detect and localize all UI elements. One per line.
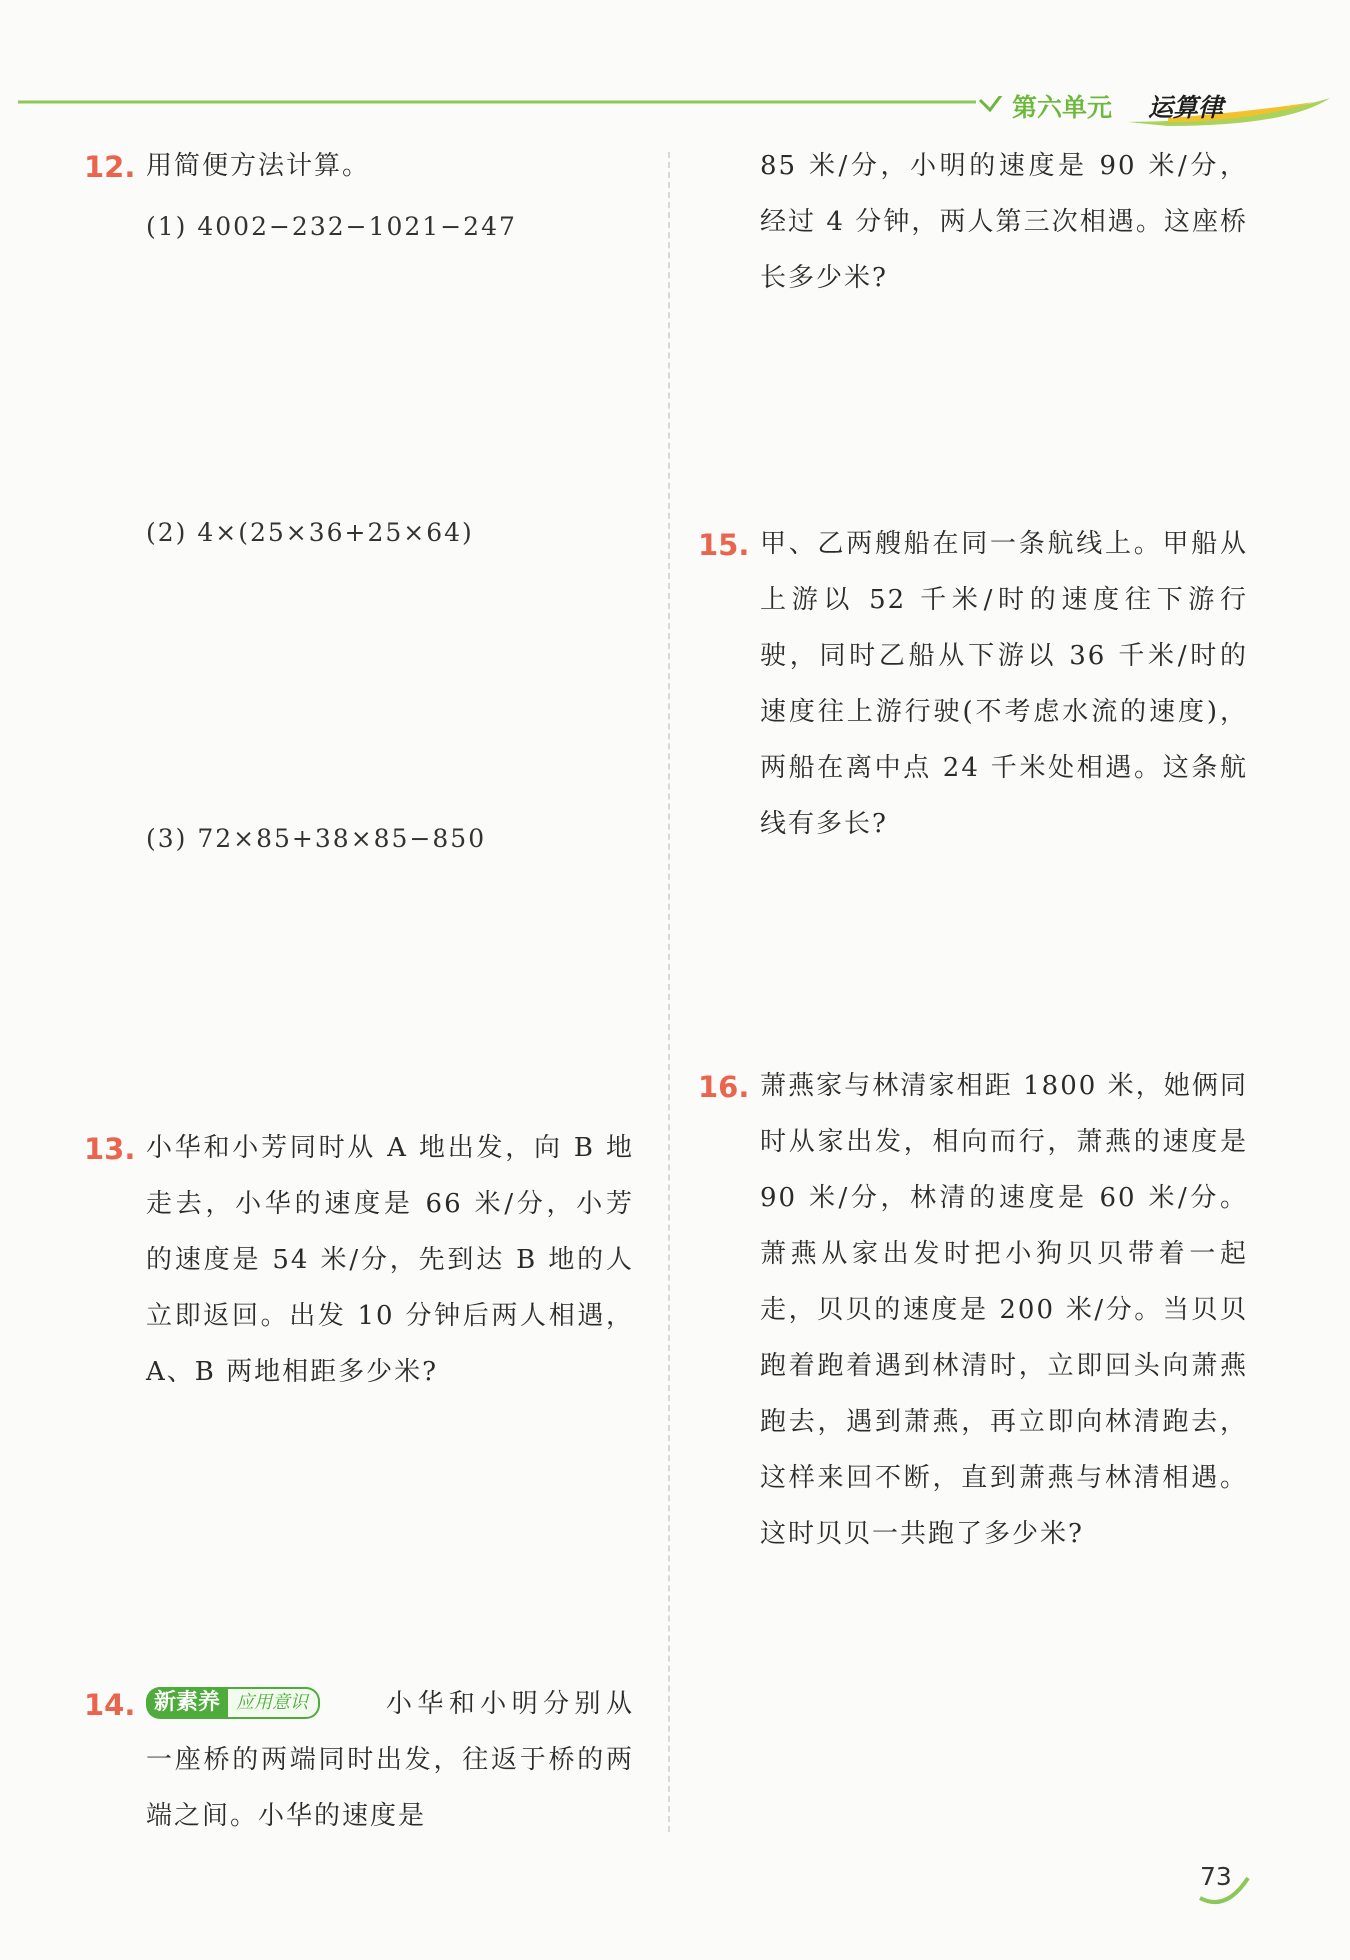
header-divider — [18, 96, 1338, 136]
question-13-number: 13. — [84, 1132, 136, 1166]
question-15-text: 甲、乙两艘船在同一条航线上。甲船从上游以 52 千米/时的速度往下游行驶，同时乙船从下游以 36 千米/时的速度往上游行驶(不考虑水流的速度)，两船在离中点 24 千米处相遇。这条航线有多长? — [760, 529, 1248, 839]
question-14-number: 14. — [84, 1688, 136, 1722]
question-15-number: 15. — [698, 528, 750, 562]
badge-main-label: 新素养 — [146, 1687, 228, 1719]
topic-label: 运算律 — [1148, 93, 1224, 122]
column-divider — [668, 152, 670, 1832]
question-12-part-1: (1) 4002−232−1021−247 — [146, 212, 517, 241]
question-14-text-continued: 85 米/分，小明的速度是 90 米/分，经过 4 分钟，两人第三次相遇。这座桥长多少米? — [760, 151, 1248, 293]
unit-label: 第六单元 — [1012, 93, 1113, 122]
question-12-number: 12. — [84, 150, 136, 184]
question-12-text: 用简便方法计算。 — [146, 151, 371, 181]
question-16-text: 萧燕家与林清家相距 1800 米，她俩同时从家出发，相向而行，萧燕的速度是 90 米/分，林清的速度是 60 米/分。萧燕从家出发时把小狗贝贝带着一起走，贝贝的速度是 200 米/分。当贝贝跑着跑着遇到林清时，立即回头向萧燕跑去，遇到萧燕，再立即向林清跑去，这样来回不断，直到萧燕与林清相遇。这时贝贝一共跑了多少米? — [760, 1071, 1248, 1549]
badge-sub-label: 应用意识 — [228, 1687, 320, 1719]
question-12-part-3: (3) 72×85+38×85−850 — [146, 824, 487, 853]
question-13-text: 小华和小芳同时从 A 地出发，向 B 地走去，小华的速度是 66 米/分，小芳的速度是 54 米/分，先到达 B 地的人立即返回。出发 10 分钟后两人相遇，A、B 两地相距多少米? — [146, 1133, 634, 1387]
question-16-number: 16. — [698, 1070, 750, 1104]
question-12-part-2: (2) 4×(25×36+25×64) — [146, 518, 474, 547]
page-number: 73 — [1200, 1862, 1232, 1891]
question-14-text: 小华和小明分别从一座桥的两端同时出发，往返于桥的两端之间。小华的速度是 — [146, 1689, 634, 1831]
